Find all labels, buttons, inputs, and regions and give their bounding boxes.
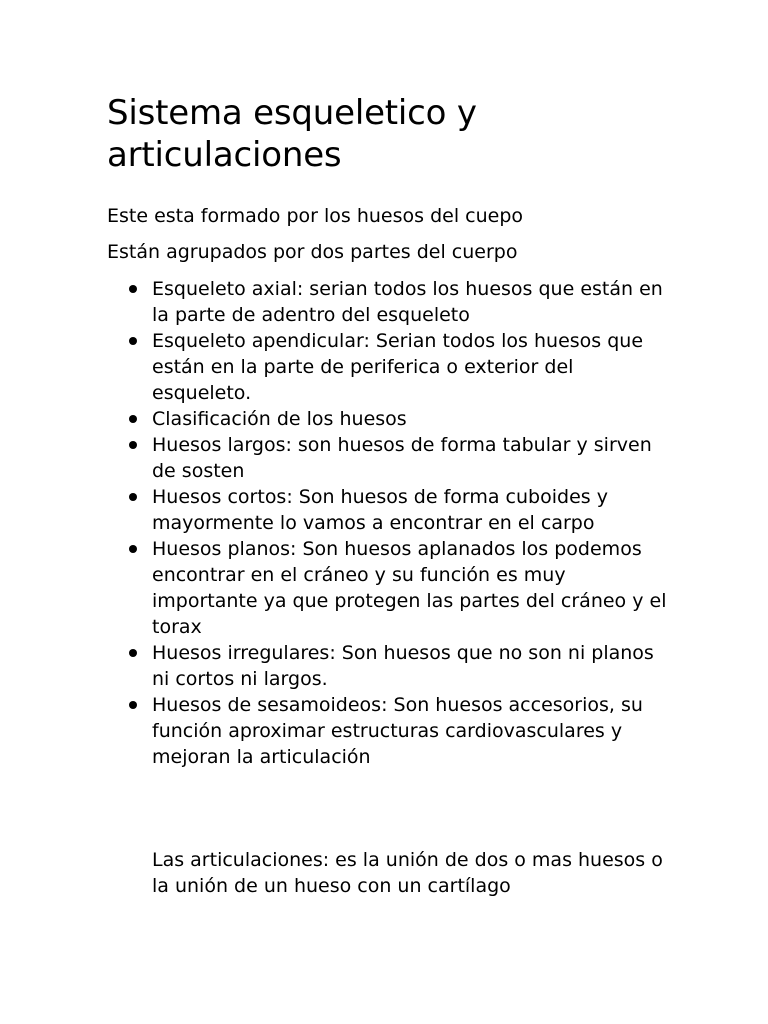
list-item [107,640,667,692]
list-item-text: Huesos planos: Son huesos aplanados los podemos encontrar en el cráneo y su función es muy importante ya que protegen las partes del cráneo y el torax [152,538,667,638]
list-item [107,328,667,406]
bullet-icon [129,649,137,657]
bullet-list [107,276,667,770]
intro-paragraph-1: Este esta formado por los huesos del cuepo [107,205,524,227]
document-title: Sistema esqueletico y articulaciones [107,93,477,175]
list-item [107,484,667,536]
list-item [107,406,667,432]
list-item-text: Huesos de sesamoideos: Son huesos accesorios, su función aproximar estructuras cardiovasculares y mejoran la articulación [152,694,643,768]
list-item [107,432,667,484]
bullet-icon [129,337,137,345]
bullet-icon [129,415,137,423]
list-item [107,276,667,328]
bullet-icon [129,285,137,293]
list-item-text: Esqueleto axial: serian todos los huesos que están en la parte de adentro del esqueleto [152,278,663,326]
bullet-icon [129,441,137,449]
list-item [107,536,667,640]
intro-paragraph-2: Están agrupados por dos partes del cuerpo [107,241,518,263]
list-item-text: Huesos irregulares: Son huesos que no son ni planos ni cortos ni largos. [152,642,654,690]
bullet-icon [129,545,137,553]
list-item [107,692,667,770]
bullet-icon [129,701,137,709]
list-item-text: Clasificación de los huesos [152,408,407,430]
list-item-text: Esqueleto apendicular: Serian todos los huesos que están en la parte de periferica o exterior del esqueleto. [152,330,644,404]
closing-paragraph: Las articulaciones: es la unión de dos o mas huesos o la unión de un hueso con un cartílago [152,849,663,897]
list-item-text: Huesos cortos: Son huesos de forma cuboides y mayormente lo vamos a encontrar en el carpo [152,486,608,534]
list-item-text: Huesos largos: son huesos de forma tabular y sirven de sosten [152,434,652,482]
bullet-icon [129,493,137,501]
